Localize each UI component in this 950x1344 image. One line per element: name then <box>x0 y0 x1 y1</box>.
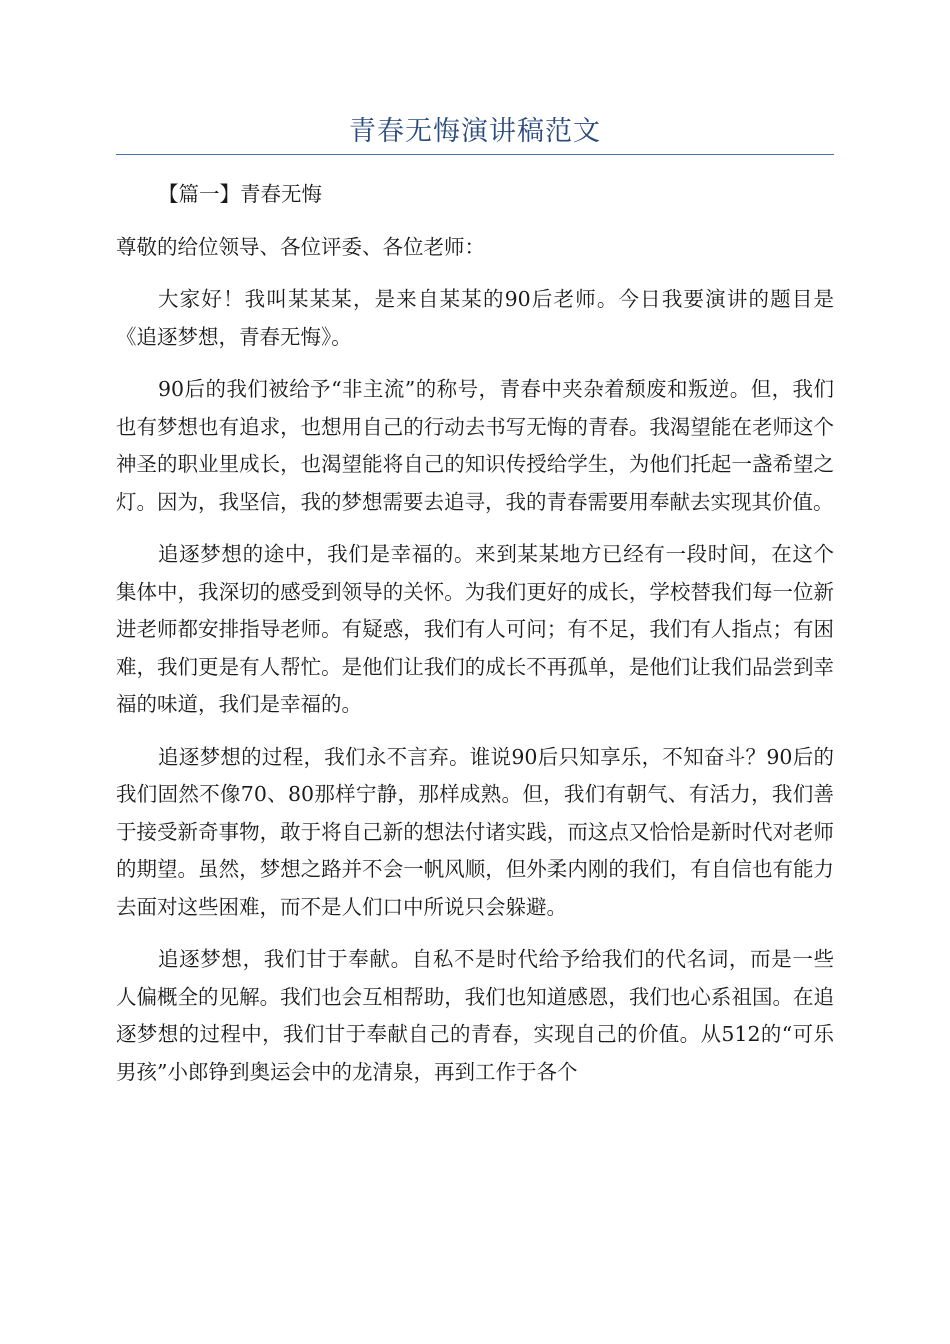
paragraph-4: 追逐梦想的过程，我们永不言弃。谁说90后只知享乐，不知奋斗？90后的我们固然不像70、80那样宁静，那样成熟。但，我们有朝气、有活力，我们善于接受新奇事物，敢于将自己新的想法付诸实践，而这点又恰恰是新时代对老师的期望。虽然，梦想之路并不会一帆风顺，但外柔内刚的我们，有自信也有能力去面对这些困难，而不是人们口中所说只会躲避。 <box>116 744 834 919</box>
paragraph-3: 追逐梦想的途中，我们是幸福的。来到某某地方已经有一段时间，在这个集体中，我深切的感受到领导的关怀。为我们更好的成长，学校替我们每一位新进老师都安排指导老师。有疑惑，我们有人可问；有不足，我们有人指点；有困难，我们更是有人帮忙。是他们让我们的成长不再孤单，是他们让我们品尝到幸福的味道，我们是幸福的。 <box>116 542 834 716</box>
document-title: 青春无悔演讲稿范文 <box>349 116 601 147</box>
document-body <box>116 176 834 1106</box>
title-underline <box>116 154 834 155</box>
salutation: 尊敬的给位领导、各位评委、各位老师： <box>116 234 485 259</box>
paragraph-1: 大家好！我叫某某某，是来自某某的90后老师。今日我要演讲的题目是《追逐梦想，青春无悔》。 <box>116 287 834 349</box>
paragraph-2: 90后的我们被给予“非主流”的称号，青春中夹杂着颓废和叛逆。但，我们也有梦想也有追求，也想用自己的行动去书写无悔的青春。我渴望能在老师这个神圣的职业里成长，也渴望能将自己的知识传授给学生，为他们托起一盏希望之灯。因为，我坚信，我的梦想需要去追寻，我的青春需要用奉献去实现其价值。 <box>116 377 834 514</box>
paragraph-5: 追逐梦想，我们甘于奉献。自私不是时代给予给我们的代名词，而是一些人偏概全的见解。我们也会互相帮助，我们也知道感恩，我们也心系祖国。在追逐梦想的过程中，我们甘于奉献自己的青春，实现自己的价值。从512的“可乐男孩”小郎铮到奥运会中的龙清泉，再到工作于各个 <box>116 947 834 1084</box>
section-heading: 【篇一】青春无悔 <box>158 182 322 206</box>
